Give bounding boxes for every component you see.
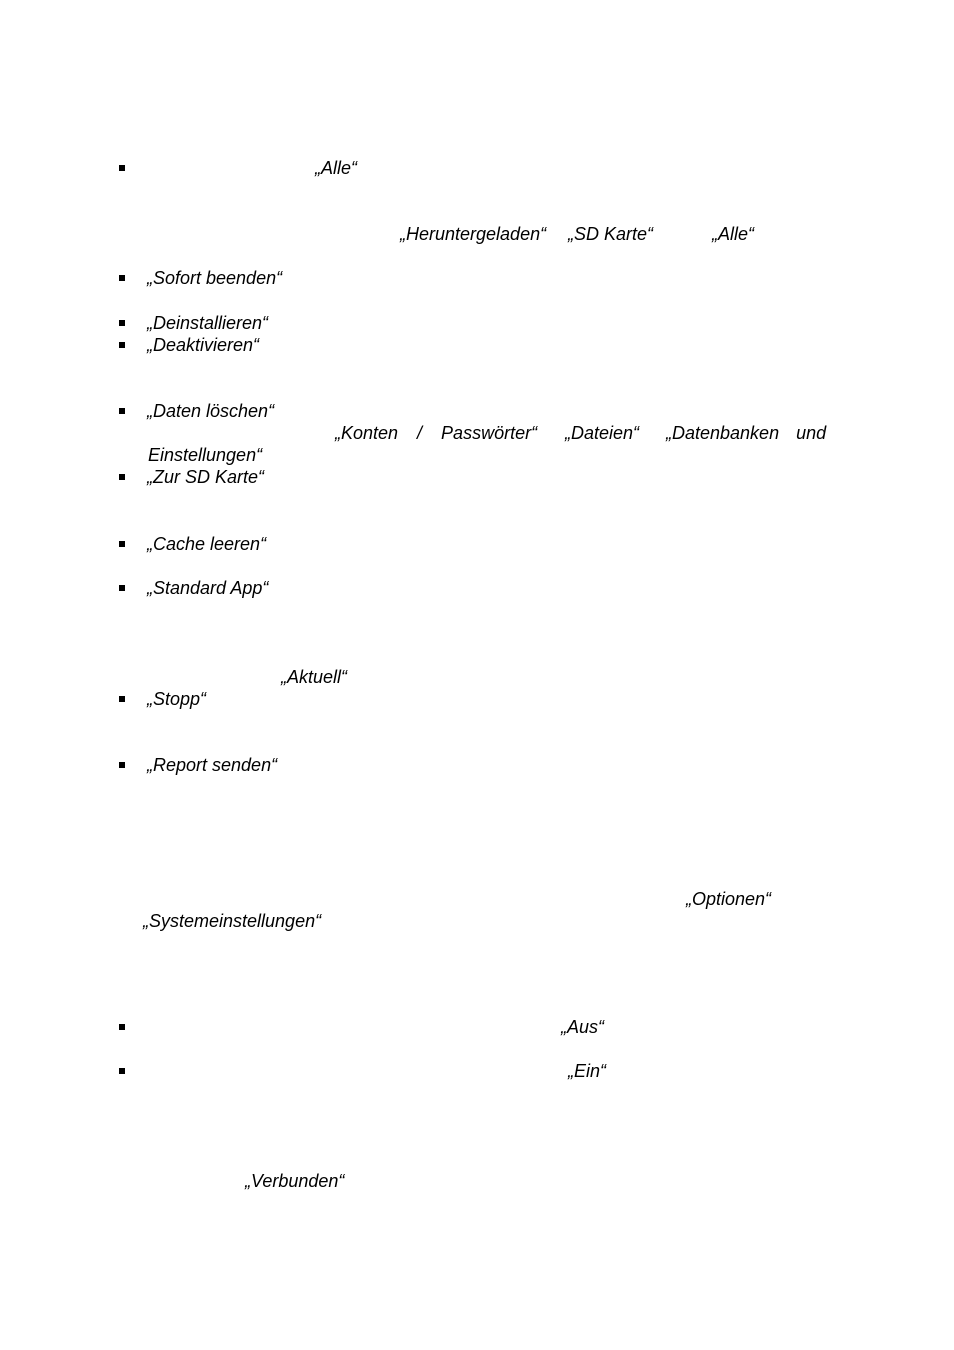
bullet-icon xyxy=(119,696,125,702)
bullet-icon xyxy=(119,342,125,348)
bullet-icon xyxy=(119,1068,125,1074)
bullet-icon xyxy=(119,275,125,281)
term-report-senden: „Report senden“ xyxy=(147,755,278,775)
term-standard-app: „Standard App“ xyxy=(147,578,269,598)
term-aktuell: „Aktuell“ xyxy=(281,667,348,687)
term-alle: „Alle“ xyxy=(315,158,358,178)
bullet-icon xyxy=(119,585,125,591)
term-dateien: „Dateien“ xyxy=(565,423,640,443)
term-alle-2: „Alle“ xyxy=(712,224,755,244)
term-zur-sd-karte: „Zur SD Karte“ xyxy=(147,467,265,487)
term-konten: „Konten / Passwörter“ xyxy=(335,423,538,443)
bullet-icon xyxy=(119,474,125,480)
term-sd-karte: „SD Karte“ xyxy=(568,224,654,244)
bullet-icon xyxy=(119,320,125,326)
term-sofort-beenden: „Sofort beenden“ xyxy=(147,268,283,288)
term-aus: „Aus“ xyxy=(561,1017,605,1037)
term-stopp: „Stopp“ xyxy=(147,689,207,709)
term-systemeinstellungen: „Systemeinstellungen“ xyxy=(143,911,322,931)
term-daten-loeschen: „Daten löschen“ xyxy=(147,401,275,421)
term-einstellungen: Einstellungen“ xyxy=(148,445,263,465)
term-verbunden: „Verbunden“ xyxy=(245,1171,345,1191)
term-deaktivieren: „Deaktivieren“ xyxy=(147,335,260,355)
bullet-icon xyxy=(119,408,125,414)
bullet-icon xyxy=(119,541,125,547)
term-heruntergeladen: „Heruntergeladen“ xyxy=(400,224,547,244)
bullet-icon xyxy=(119,165,125,171)
term-datenbanken: „Datenbanken und xyxy=(666,423,827,443)
term-deinstallieren: „Deinstallieren“ xyxy=(147,313,269,333)
term-optionen: „Optionen“ xyxy=(686,889,772,909)
bullet-icon xyxy=(119,762,125,768)
term-ein: „Ein“ xyxy=(568,1061,607,1081)
bullet-icon xyxy=(119,1024,125,1030)
term-cache-leeren: „Cache leeren“ xyxy=(147,534,267,554)
